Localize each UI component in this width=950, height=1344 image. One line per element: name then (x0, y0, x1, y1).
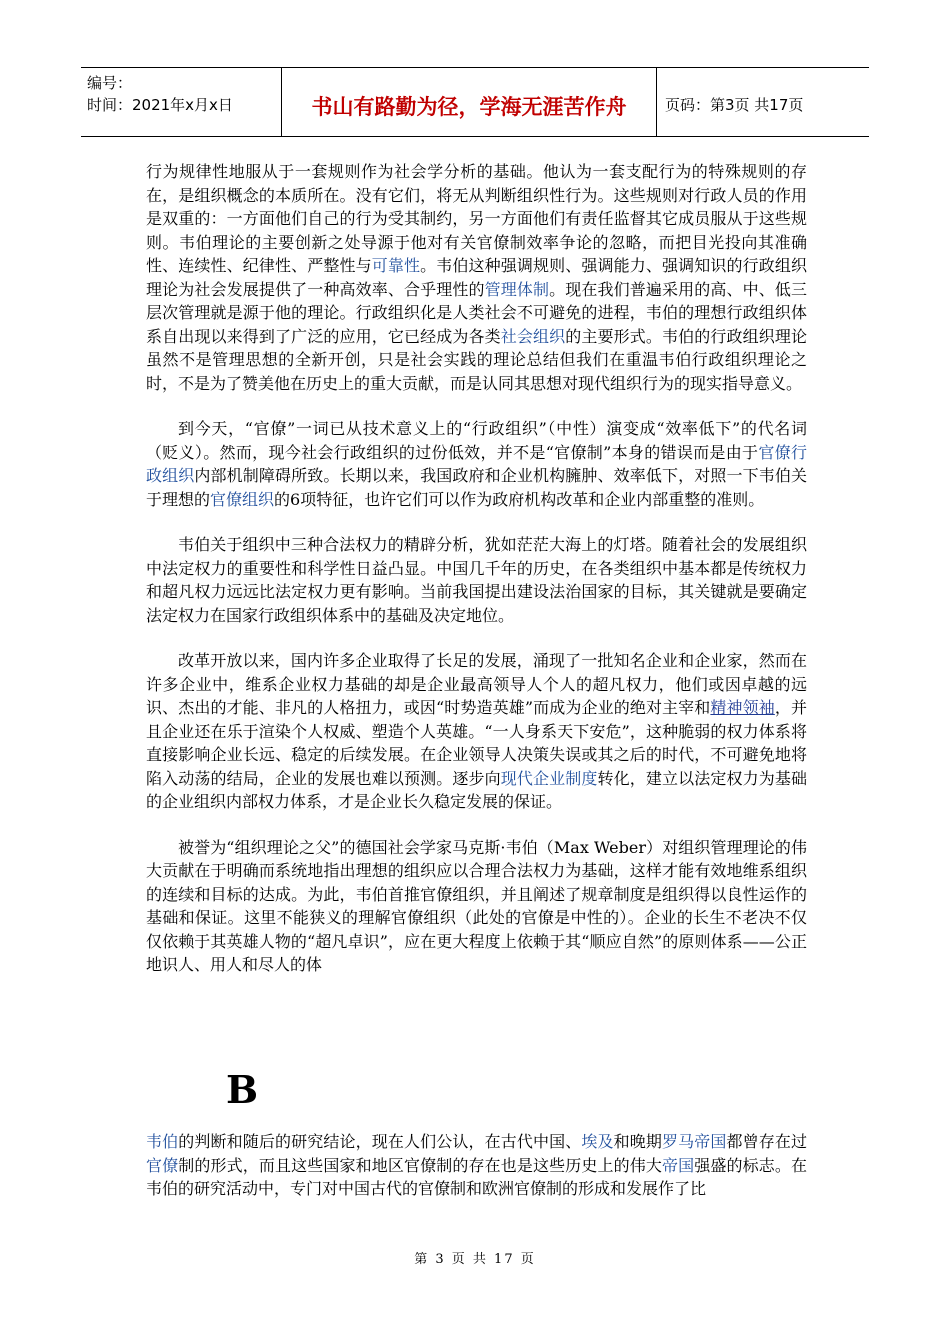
text-run: 转化，建立以法定权力为基础的企业组织内部权力体系，才是企业长久稳定发展的保证。 (146, 768, 807, 811)
header-time: 时间：2021年x月x日 (87, 96, 233, 114)
text-run: 改革开放以来，国内许多企业取得了长足的发展，涌现了一批知名企业和企业家，然而在许多企业中，维系企业权力基础的却是企业最高领导人个人的超凡权力，他们或因卓越的远识、杰出的才能、非凡的人格扭力，或因“时势造英雄”而成为企业的绝对主宰和 (146, 651, 807, 717)
link-spiritual-leader[interactable]: 精神领袖 (710, 698, 775, 717)
paragraph-5 (146, 836, 807, 977)
section-letter: B (226, 1067, 259, 1112)
header-meta (81, 68, 281, 136)
paragraph-1 (146, 160, 807, 395)
link-weber[interactable]: 韦伯 (146, 1132, 179, 1151)
header-page: 页码：第3页 共17页 (665, 95, 804, 114)
text-run: 的判断和随后的研究结论，现在人们公认，在古代中国、 (178, 1132, 582, 1151)
text-run: 和晚期 (613, 1132, 662, 1151)
page-header (81, 67, 869, 137)
text-run: 。韦伯这种强调规则、强调能力、强调知识的行政组织理论为社会发展提供了一种高效率、合乎理性的 (146, 256, 807, 299)
link-bureaucratic-org[interactable]: 官僚组织 (210, 489, 275, 509)
text-run: 被誉为“组织理论之父”的德国社会学家马克斯·韦伯（Max Weber）对组织管理理论的伟大贡献在于明确而系统地指出理想的组织应以合理合法权力为基础，这样才能有效地维系组织的连续和目标的达成。为此，韦伯首推官僚组织，并且阐述了规章制度是组织得以良性运作的基础和保证。这里不能狭义的理解官僚组织（此处的官僚是中性的）。企业的长生不老决不仅仅依赖于其英雄人物的“超凡卓识”，应在更大程度上依赖于其“顺应自然”的原则体系——公正地识人、用人和尽人的体 (146, 837, 807, 974)
paragraph-3 (146, 533, 807, 627)
text-run: 行为规律性地服从于一套规则作为社会学分析的基础。他认为一套支配行为的特殊规则的存在，是组织概念的本质所在。没有它们，将无从判断组织性行为。这些规则对行政人员的作用是双重的：一方面他们自己的行为受其制约，另一方面他们有责任监督其它成员服从于这些规则。韦伯理论的主要创新之处导源于他对有关官僚制效率争论的忽略，而把目光投向其准确性、连续性、纪律性、严整性与 (146, 162, 807, 275)
text-run: 都曾存在过 (726, 1132, 807, 1151)
header-number: 编号： (87, 74, 133, 92)
text-run: 。现在我们普遍采用的高、中、低三层次管理就是源于他的理论。行政组织化是人类社会不可避免的进程，韦伯的理想行政组织体系自出现以来得到了广泛的应用，它已经成为各类 (146, 279, 807, 346)
text-run: 韦伯关于组织中三种合法权力的精辟分析，犹如茫茫大海上的灯塔。随着社会的发展组织中法定权力的重要性和科学性日益凸显。中国几千年的历史，在各类组织中基本都是传统权力和超凡权力远远比法定权力更有影响。当前我国提出建设法治国家的目标，其关键就是要确定法定权力在国家行政组织体系中的基础及决定地位。 (146, 535, 807, 625)
link-roman-empire[interactable]: 罗马帝国 (661, 1132, 727, 1151)
link-reliability[interactable]: 可靠性 (371, 256, 421, 275)
link-empire[interactable]: 帝国 (661, 1155, 695, 1175)
page-footer: 第 3 页 共 17 页 (414, 1252, 536, 1267)
text-run: 的6项特征，也许它们可以作为政府机构改革和企业内部重整的准则。 (274, 489, 765, 509)
text-run: 强盛的标志。在韦伯的研究活动中，专门对中国古代的官僚制和欧洲官僚制的形成和发展作了比 (146, 1155, 807, 1198)
paragraph-2 (146, 417, 807, 511)
link-social-organization[interactable]: 社会组织 (500, 326, 566, 346)
text-run: 的主要形式。韦伯的行政组织理论虽然不是管理思想的全新开创，只是社会实践的理论总结但我们在重温韦伯行政组织理论之时，不是为了赞美他在历史上的重大贡献，而是认同其思想对现代组织行为的现实指导意义。 (146, 326, 807, 393)
text-run: ，并且企业还在乐于渲染个人权威、塑造个人英雄。“一人身系天下安危”，这种脆弱的权力体系将直接影响企业长远、稳定的后续发展。在企业领导人决策失误或其之后的时代，不可避免地将陷入动荡的结局，企业的发展也难以预测。逐步向 (146, 698, 807, 788)
article-body (146, 160, 807, 977)
link-modern-enterprise-system[interactable]: 现代企业制度 (500, 768, 598, 788)
paragraph-tail (146, 1130, 807, 1201)
link-egypt[interactable]: 埃及 (581, 1132, 614, 1151)
header-motto: 书山有路勤为径，学海无涯苦作舟 (281, 68, 657, 136)
paragraph-4 (146, 649, 807, 814)
text-run: 到今天，“官僚”一词已从技术意义上的“行政组织”（中性）演变成“效率低下”的代名词（贬义）。然而，现今社会行政组织的过份低效，并不是“官僚制”本身的错误而是由于 (146, 419, 807, 462)
link-management-system[interactable]: 管理体制 (484, 279, 550, 299)
link-bureaucrat[interactable]: 官僚 (146, 1155, 179, 1175)
text-run: 内部机制障碍所致。长期以来，我国政府和企业机构臃肿、效率低下，对照一下韦伯关于理想的 (146, 466, 807, 509)
link-bureaucratic-admin-org[interactable]: 官僚行政组织 (146, 442, 807, 485)
text-run: 制的形式，而且这些国家和地区官僚制的存在也是这些历史上的伟大 (178, 1155, 662, 1175)
